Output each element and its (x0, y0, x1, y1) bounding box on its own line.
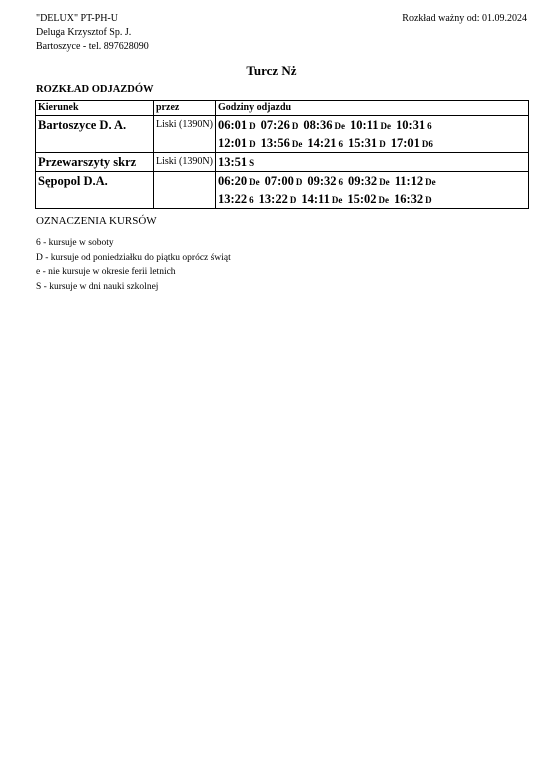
departure-line (218, 172, 526, 190)
departure (218, 190, 254, 209)
validity-date: Rozkład ważny od: 01.09.2024 (402, 13, 527, 24)
company-info (36, 12, 149, 54)
departure-time: 14:21 (307, 136, 337, 150)
legend-item: S - kursuje w dni nauki szkolnej (36, 281, 159, 292)
departure (396, 116, 432, 135)
table-row (36, 116, 529, 153)
direction-cell: Przewarszyty skrz (36, 153, 154, 172)
via-cell: Liski (1390N) (154, 153, 216, 172)
departure-mark: 6 (427, 121, 432, 131)
departure-time: 08:36 (303, 118, 333, 132)
company-contact: Bartoszyce - tel. 897628090 (36, 41, 149, 52)
table-header-row (36, 101, 529, 116)
departure-mark: D (249, 139, 256, 149)
departure-line (218, 134, 526, 152)
departure (347, 190, 389, 209)
departure-mark: De (425, 177, 436, 187)
table-row (36, 153, 529, 172)
column-header-via: przez (154, 101, 216, 116)
departure-mark: De (334, 121, 346, 131)
departure-mark: De (291, 139, 303, 149)
departure (394, 190, 432, 209)
departure-mark: 6 (338, 177, 344, 187)
table-row (36, 172, 529, 209)
direction-cell: Sępopol D.A. (36, 172, 154, 209)
departures-table (35, 100, 529, 209)
departure (218, 134, 256, 153)
departure-mark: 6 (249, 195, 254, 205)
departure-mark: D (291, 121, 299, 131)
departure-time: 09:32 (348, 174, 378, 188)
legend-title: OZNACZENIA KURSÓW (36, 215, 157, 227)
departure (307, 134, 343, 153)
departure (261, 134, 303, 153)
stop-name: Turcz Nż (246, 63, 297, 78)
departure-times-cell (216, 172, 529, 209)
departure-time: 10:31 (396, 118, 426, 132)
departure-mark: D (425, 195, 432, 205)
via-cell (154, 172, 216, 209)
departure (218, 153, 254, 172)
departure-mark: D (379, 139, 386, 149)
departure-times-cell (216, 153, 529, 172)
departure-line (218, 153, 526, 171)
legend-item: 6 - kursuje w soboty (36, 238, 114, 248)
legend-list (36, 236, 231, 294)
departure (395, 172, 436, 191)
legend-item: e - nie kursuje w okresie ferii letnich (36, 267, 176, 277)
departure (307, 172, 343, 191)
departure-mark: D (249, 121, 256, 131)
legend-item: D - kursuje od poniedziałku do piątku oprócz świąt (36, 252, 231, 263)
column-header-direction: Kierunek (36, 101, 154, 116)
departure-line (218, 190, 526, 208)
departure-time: 15:31 (348, 136, 378, 150)
departure-line (218, 116, 526, 134)
departure-time: 07:00 (264, 174, 294, 188)
departure-mark: De (331, 195, 343, 205)
departure (303, 116, 345, 135)
departure (261, 116, 299, 135)
departure-time: 13:51 (218, 155, 248, 169)
departure (348, 134, 386, 153)
departure-time: 12:01 (218, 136, 248, 150)
departure-mark: 6 (338, 139, 344, 149)
column-header-times: Godziny odjazdu (216, 101, 529, 116)
departure (350, 116, 391, 135)
departure (259, 190, 297, 209)
departure (218, 172, 260, 191)
departure-time: 06:01 (218, 118, 248, 132)
departure (218, 116, 256, 135)
table-body (36, 116, 529, 209)
departure-mark: D6 (421, 139, 433, 149)
direction-cell: Bartoszyce D. A. (36, 116, 154, 153)
departure (301, 190, 342, 209)
company-owner: Deluga Krzysztof Sp. J. (36, 27, 132, 38)
departure-mark: De (249, 177, 260, 187)
section-title: ROZKŁAD ODJAZDÓW (36, 84, 154, 95)
departure-time: 15:02 (347, 192, 377, 206)
company-name: "DELUX" PT-PH-U (36, 13, 118, 24)
departure-time: 06:20 (218, 174, 248, 188)
departure-time: 13:56 (260, 136, 290, 150)
departure-mark: D (289, 195, 297, 205)
departure-mark: D (295, 177, 303, 187)
departure-time: 13:22 (258, 192, 288, 206)
departure-mark: S (249, 158, 255, 168)
departure-times-cell (216, 116, 529, 153)
departure-mark: De (380, 121, 391, 131)
departure-mark: De (378, 195, 389, 205)
departure-mark: De (379, 177, 390, 187)
departure-time: 10:11 (350, 118, 379, 132)
departure-time: 14:11 (301, 192, 330, 206)
departure-time: 13:22 (218, 192, 248, 206)
departure (265, 172, 303, 191)
departure-time: 09:32 (307, 174, 337, 188)
via-cell: Liski (1390N) (154, 116, 216, 153)
departure-time: 17:01 (390, 136, 420, 150)
departure (348, 172, 390, 191)
departure-time: 07:26 (260, 118, 290, 132)
departure-time: 11:12 (394, 174, 424, 188)
departure-time: 16:32 (394, 192, 424, 206)
departure (391, 134, 433, 153)
